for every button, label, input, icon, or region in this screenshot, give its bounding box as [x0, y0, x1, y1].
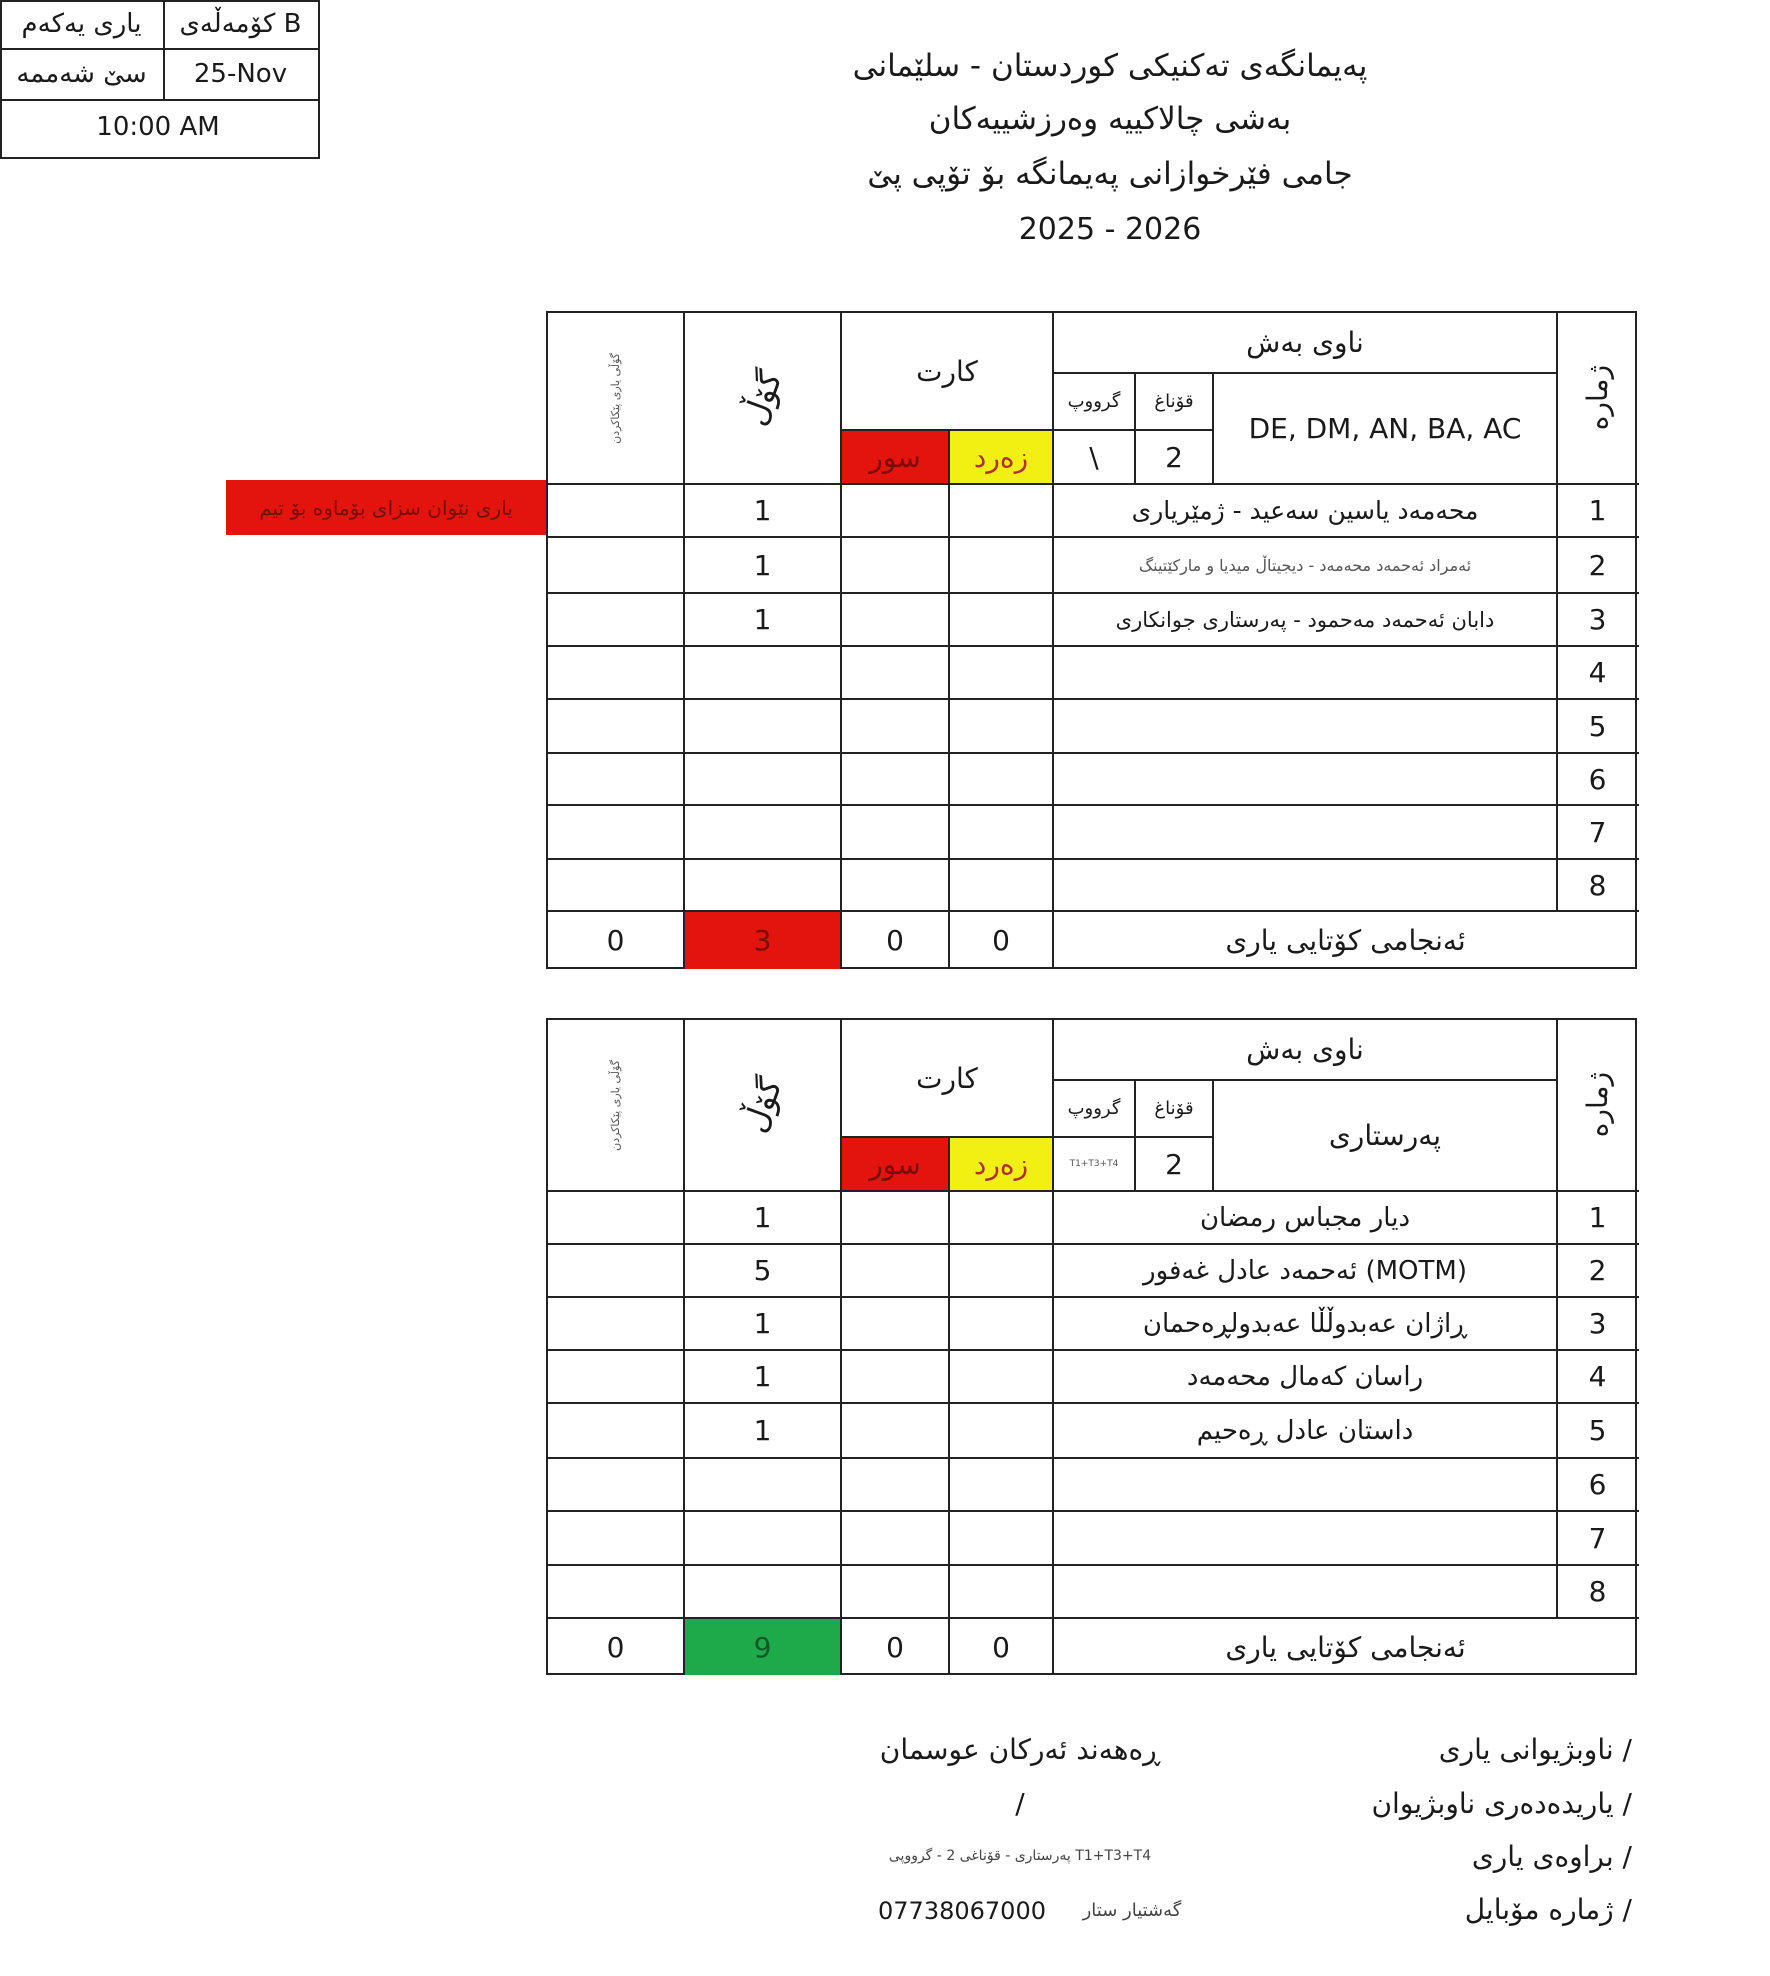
total-goals: 3: [753, 924, 772, 957]
player-goals: 1: [753, 494, 772, 527]
year-title: 2025 - 2026: [1018, 212, 1202, 247]
total-red: 0: [886, 1630, 904, 1664]
player-goals: 1: [753, 1360, 772, 1393]
warning-banner: یاری نێوان سزای بۆماوە بۆ تیم: [226, 480, 546, 535]
goals-header: گۆڵ: [735, 365, 790, 431]
player-name: محەمەد یاسین سەعید - ژمێریاری: [1131, 496, 1479, 525]
phone-number: 07738067000: [878, 1897, 1046, 1925]
row-number: 2: [1588, 548, 1607, 582]
team1-table: [546, 311, 1637, 969]
row-number: 6: [1588, 762, 1607, 796]
dept-codes: DE, DM, AN, BA, AC: [1248, 412, 1522, 445]
card-header: کارت: [916, 1061, 978, 1095]
total-penalty: 0: [606, 924, 625, 957]
row-number: 1: [1588, 1201, 1607, 1234]
dept-name-header: ناوی بەش: [1246, 1033, 1364, 1066]
stage-value: 2: [1165, 440, 1183, 474]
number-header: ژمارە: [1581, 1072, 1614, 1138]
goals-header: گۆڵ: [735, 1072, 790, 1138]
stage-header: قۆناغ: [1154, 391, 1194, 412]
player-name: دیار مجباس رمضان: [1199, 1202, 1411, 1233]
red-card-header: سور: [869, 1147, 921, 1181]
penalty-header: گۆڵی یاری پێکاکردن: [609, 352, 622, 444]
card-header: کارت: [916, 354, 978, 388]
day-label: سێ شەممە: [0, 48, 165, 101]
referee-label: ناوبژیوانی یاری /: [1438, 1733, 1632, 1766]
row-number: 3: [1588, 603, 1607, 636]
match-info-box: [0, 0, 320, 159]
yellow-card-header: زەرد: [973, 1147, 1029, 1181]
player-goals: 1: [753, 1307, 772, 1340]
referee-name: ڕەهەند ئەرکان عوسمان: [879, 1733, 1161, 1766]
player-goals: 1: [753, 1201, 772, 1234]
player-goals: 1: [753, 603, 772, 636]
dept-name-header: ناوی بەش: [1246, 326, 1364, 359]
player-goals: 1: [753, 548, 772, 582]
player-goals: 1: [753, 1414, 772, 1447]
row-number: 3: [1588, 1307, 1607, 1340]
date-label: 25-Nov: [163, 48, 318, 101]
phone-label: ژمارە مۆبایل /: [1464, 1893, 1632, 1926]
stage-value: 2: [1165, 1147, 1183, 1181]
player-name: دابان ئەحمەد مەحمود - پەرستاری جوانکاری: [1115, 607, 1495, 632]
row-number: 8: [1588, 1575, 1607, 1608]
yellow-card-header: زەرد: [973, 440, 1029, 474]
institute-title: پەیمانگەی تەکنیکی کوردستان - سلێمانی: [852, 48, 1368, 84]
player-name: ئەحمەد عادل غەفور (MOTM): [1143, 1255, 1467, 1286]
result-label: ئەنجامی کۆتایی یاری: [1225, 1630, 1466, 1664]
assistant-name: /: [1015, 1787, 1025, 1820]
row-number: 7: [1588, 815, 1607, 849]
row-number: 1: [1588, 494, 1607, 527]
group-header: گرووپ: [1067, 1098, 1121, 1119]
group-header: گرووپ: [1067, 391, 1121, 412]
player-name: ڕاژان عەبدوڵڵا عەبدولڕەحمان: [1142, 1308, 1468, 1339]
phone-owner: گەشتیار ستار: [1082, 1900, 1182, 1921]
total-penalty: 0: [606, 1630, 625, 1664]
row-number: 8: [1588, 868, 1607, 902]
department-title: بەشی چالاکییە وەرزشییەکان: [928, 101, 1292, 137]
winner-name: پەرستاری - قۆناغی 2 - گرووپی T1+T3+T4: [888, 1848, 1152, 1864]
assistant-label: یاریدەدەری ناوبژیوان /: [1371, 1787, 1632, 1820]
player-goals: 5: [753, 1254, 772, 1287]
result-label: ئەنجامی کۆتایی یاری: [1225, 924, 1466, 957]
penalty-header: گۆڵی یاری پێکاکردن: [609, 1059, 622, 1151]
group-value: T1+T3+T4: [1069, 1159, 1119, 1169]
red-card-header: سور: [869, 440, 921, 474]
time-label: 10:00 AM: [96, 112, 220, 142]
match-label: یاری یەکەم: [0, 0, 165, 50]
player-name: راسان کەمال محەمەد: [1186, 1361, 1424, 1392]
cup-title: جامی فێرخوازانی پەیمانگە بۆ تۆپی پێ: [867, 156, 1353, 192]
number-header: ژمارە: [1581, 365, 1614, 431]
player-name: ئەمراد ئەحمەد محەمەد - دیجیتاڵ میدیا و مارکێتینگ: [1138, 555, 1472, 575]
row-number: 5: [1588, 1414, 1607, 1447]
group-value: \: [1089, 440, 1099, 474]
row-number: 4: [1588, 1360, 1607, 1393]
row-number: 6: [1588, 1468, 1607, 1501]
dept-name: پەرستاری: [1328, 1119, 1442, 1152]
row-number: 5: [1588, 709, 1607, 743]
stage-header: قۆناغ: [1154, 1098, 1194, 1119]
total-yellow: 0: [992, 924, 1010, 957]
total-goals: 9: [753, 1630, 772, 1664]
team2-table: [546, 1018, 1637, 1675]
group-label: کۆمەڵەی B: [163, 0, 318, 50]
row-number: 4: [1588, 656, 1607, 689]
winner-label: براوەی یاری /: [1471, 1840, 1632, 1873]
row-number: 7: [1588, 1521, 1607, 1555]
total-yellow: 0: [992, 1630, 1010, 1664]
total-red: 0: [886, 924, 904, 957]
player-name: داستان عادل ڕەحیم: [1196, 1415, 1414, 1446]
row-number: 2: [1588, 1254, 1607, 1287]
